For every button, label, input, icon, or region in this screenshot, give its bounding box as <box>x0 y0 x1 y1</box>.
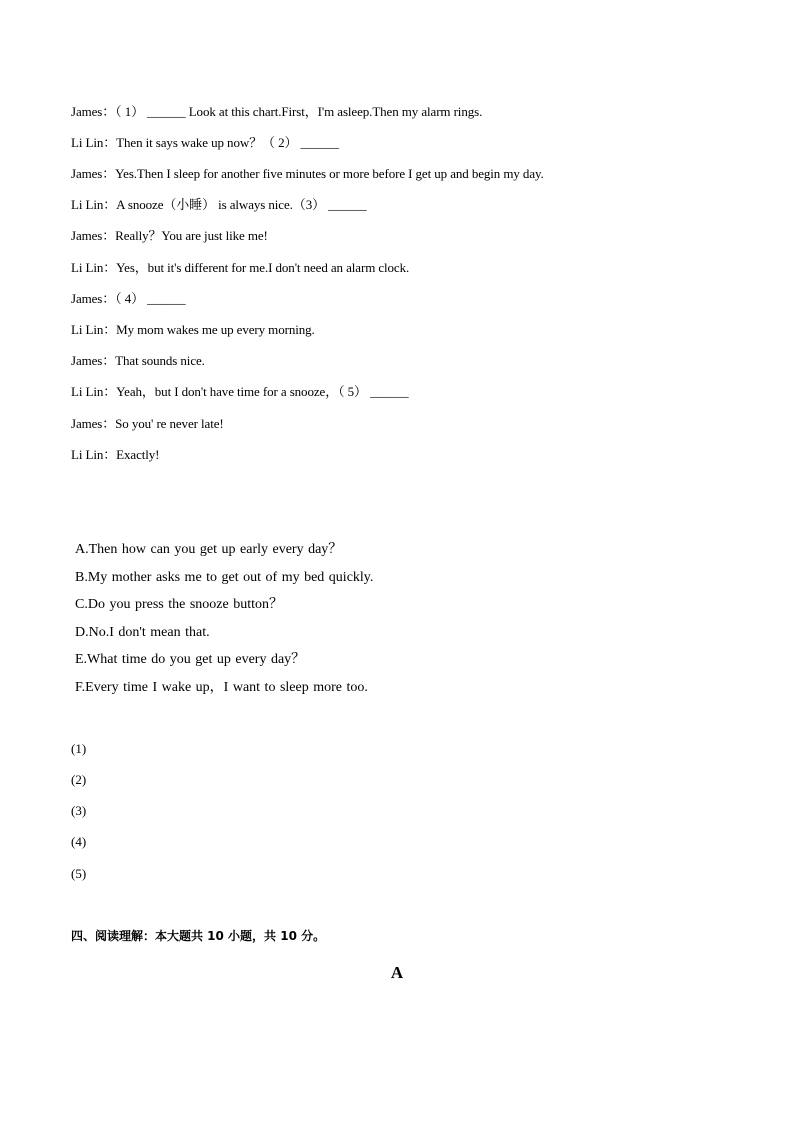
passage-letter: A <box>390 963 404 982</box>
dialogue-line-11: James：So you' re never late! <box>71 416 224 431</box>
option-e: E.What time do you get up every day？ <box>75 652 306 668</box>
dialogue-line-6: Li Lin：Yes，but it's different for me.I don't need an alarm clock. <box>71 260 410 275</box>
option-d: D.No.I don't mean that. <box>75 624 210 640</box>
option-c: C.Do you press the snooze button？ <box>75 597 283 613</box>
dialogue-line-7: James：（ 4） ______ <box>71 291 186 306</box>
dialogue-line-4: Li Lin：A snooze（小睡） is always nice.（3） ______ <box>71 197 367 212</box>
answer-slot-3: (3) <box>71 803 87 818</box>
answer-slot-1: (1) <box>71 741 87 756</box>
dialogue-line-3: James：Yes.Then I sleep for another five minutes or more before I get up and begin my day. <box>71 166 544 181</box>
section-heading: 四、阅读理解：本大题共 10 小题，共 10 分。 <box>71 929 326 943</box>
option-f: F.Every time I wake up，I want to sleep more too. <box>75 679 368 695</box>
answer-slot-4: (4) <box>71 834 87 849</box>
option-a: A.Then how can you get up early every day？ <box>75 542 343 557</box>
dialogue-line-12: Li Lin：Exactly! <box>71 447 160 462</box>
dialogue-line-8: Li Lin：My mom wakes me up every morning. <box>71 322 315 337</box>
dialogue-line-2: Li Lin：Then it says wake up now？（ 2） ______ <box>71 135 339 150</box>
answer-options <box>75 536 373 702</box>
dialogue-line-1: James：（ 1） ______ Look at this chart.First，I'm asleep.Then my alarm rings. <box>71 104 483 119</box>
option-b: B.My mother asks me to get out of my bed quickly. <box>75 569 374 585</box>
answer-slot-2: (2) <box>71 772 87 787</box>
dialogue-line-5: James：Really？You are just like me! <box>71 228 268 243</box>
dialogue-line-10: Li Lin：Yeah，but I don't have time for a snooze，（ 5） ______ <box>71 384 409 399</box>
answer-slot-5: (5) <box>71 866 87 881</box>
dialogue-line-9: James：That sounds nice. <box>71 353 205 368</box>
